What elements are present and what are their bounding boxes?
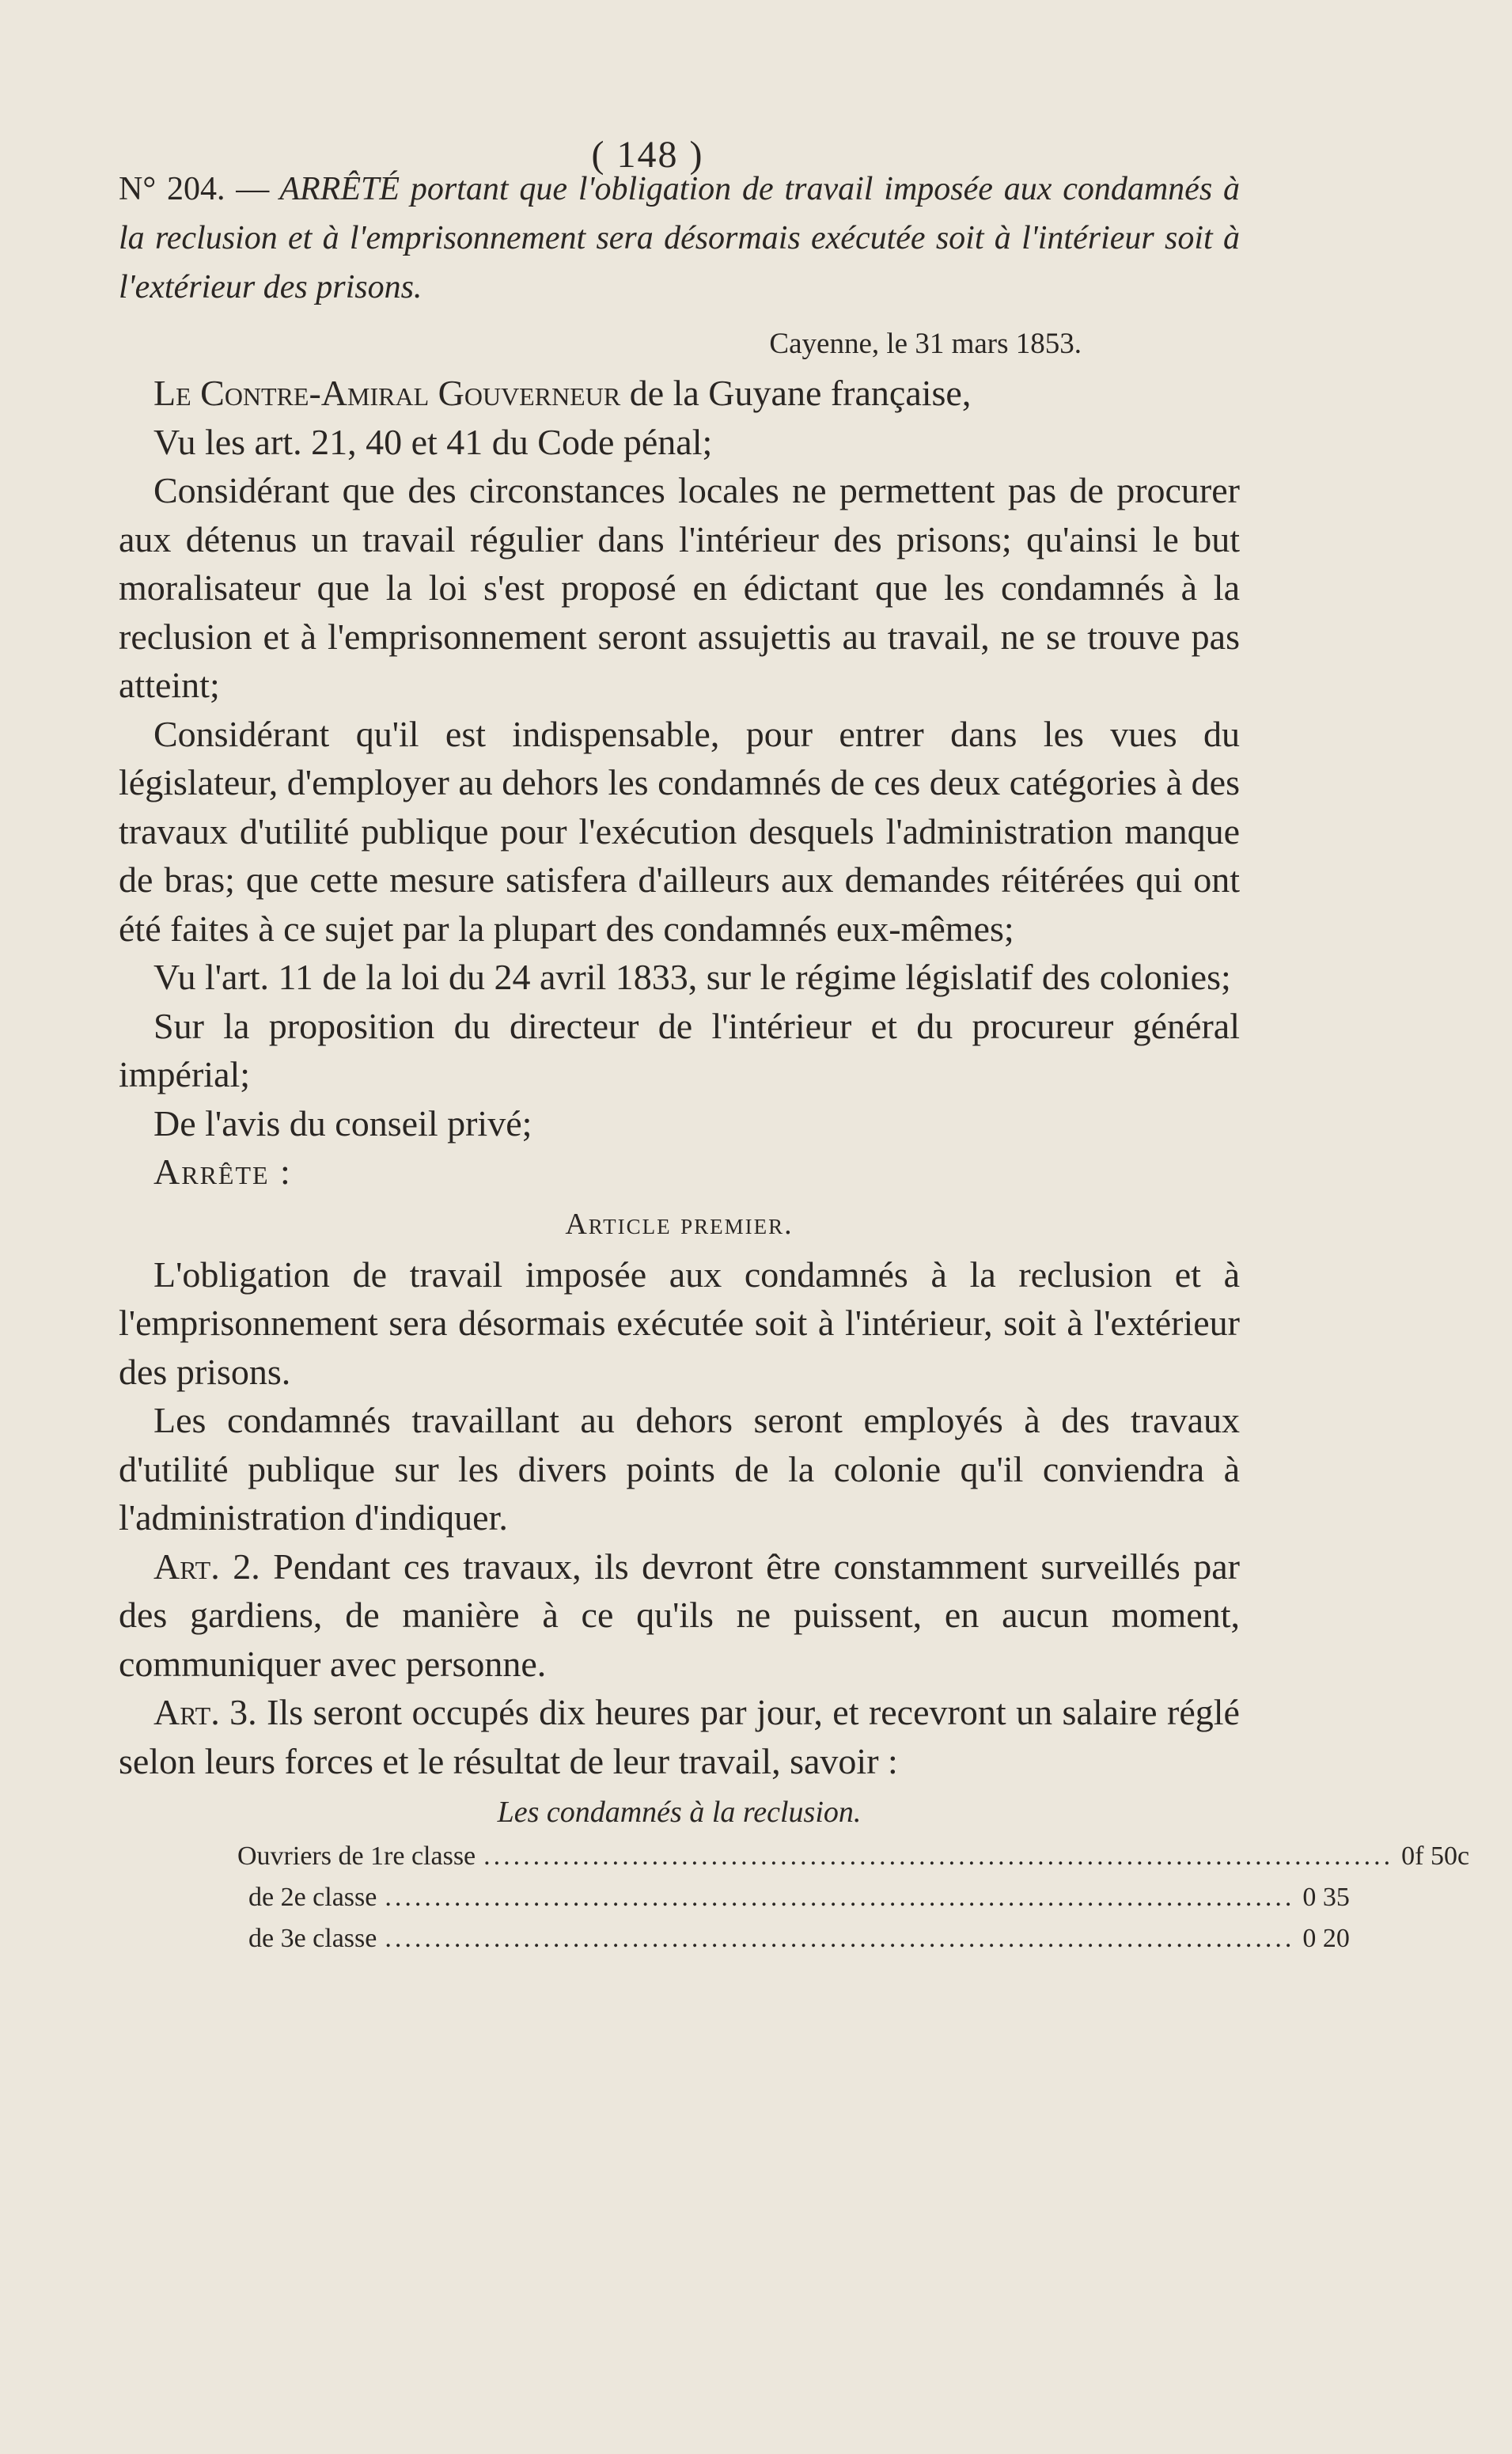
article-1-paragraph-1: L'obligation de travail imposée aux condamnés à la reclusion et à l'emprisonnement sera désormais exécutée soit à l'intérieur, soit à l'extérieur des prisons.	[119, 1254, 1240, 1392]
vu-code-penal: Vu les art. 21, 40 et 41 du Code pénal;	[153, 421, 713, 462]
wage-value: 0 20	[1302, 1924, 1350, 1953]
decree-heading	[119, 165, 1240, 312]
leader-dots: ............................................................................................	[483, 1841, 1394, 1871]
wage-row	[119, 1918, 1350, 1959]
wage-label: de 3e classe	[248, 1924, 377, 1953]
wage-value: 0f 50c	[1401, 1841, 1470, 1871]
proposition: Sur la proposition du directeur de l'intérieur et du procureur général impérial;	[119, 1005, 1240, 1094]
vu-loi-1833: Vu l'art. 11 de la loi du 24 avril 1833, sur le régime législatif des colonies;	[153, 957, 1231, 997]
wage-label: Ouvriers de 1re classe	[237, 1841, 476, 1871]
decree-number: N° 204. —	[119, 171, 270, 207]
leader-dots: ............................................................................................	[385, 1924, 1295, 1953]
wage-value: 0 35	[1302, 1883, 1350, 1912]
wages-subheading: Les condamnés à la reclusion.	[497, 1796, 862, 1829]
authority-rest: de la Guyane française,	[620, 373, 972, 413]
avis-conseil: De l'avis du conseil privé;	[153, 1102, 532, 1144]
considerant-1: Considérant que des circonstances locales ne permettent pas de procurer aux détenus un travail régulier dans l'intérieur des prisons; qu'ainsi le but moralisateur que la loi s'est proposé en édictant que les condamnés à la reclusion et à l'emprisonnement seront assujettis au travail, ne se trouve pas atteint;	[119, 470, 1240, 705]
wage-label: de 2e classe	[248, 1883, 377, 1912]
wage-row	[119, 1877, 1350, 1918]
article-1-paragraph-2: Les condamnés travaillant au dehors seront employés à des travaux d'utilité publique sur les divers points de la colonie qu'il conviendra à l'administration d'indiquer.	[119, 1400, 1240, 1538]
decree-body	[119, 369, 1470, 1959]
considerant-2: Considérant qu'il est indispensable, pour entrer dans les vues du législateur, d'employer au dehors les condamnés de ces deux catégories à des travaux d'utilité publique pour l'exécution desquels l'administration manque de bras; que cette mesure satisfera d'ailleurs aux demandes réitérées qui ont été faites à ce sujet par la plupart des condamnés eux-mêmes;	[119, 713, 1240, 949]
decree-title: ARRÊTÉ portant que l'obligation de travail imposée aux condamnés à la reclusion et à l'emprisonnement sera désormais exécutée soit à l'intérieur soit à l'extérieur des prisons.	[119, 171, 1240, 305]
leader-dots: ............................................................................................	[385, 1883, 1295, 1912]
article-2-label: Art. 2.	[153, 1546, 260, 1587]
article-3-label: Art. 3.	[153, 1692, 257, 1732]
dateline: Cayenne, le 31 mars 1853.	[769, 328, 1082, 360]
article-3-text: Ils seront occupés dix heures par jour, et recevront un salaire réglé selon leurs forces et le résultat de leur travail, savoir :	[119, 1692, 1240, 1781]
article-2-text: Pendant ces travaux, ils devront être constamment surveillés par des gardiens, de manière à ce qu'ils ne puissent, en aucun moment, communiquer avec personne.	[119, 1546, 1240, 1684]
article-3	[119, 1688, 1240, 1785]
article-1-title: Article premier.	[565, 1207, 794, 1241]
article-2	[119, 1542, 1240, 1689]
authority-title: Le Contre-Amiral Gouverneur	[153, 373, 621, 413]
page-number: ( 148 )	[591, 134, 704, 176]
arrete-label: Arrête :	[153, 1151, 292, 1192]
wage-row	[119, 1836, 1470, 1877]
authority-line	[119, 369, 1240, 418]
